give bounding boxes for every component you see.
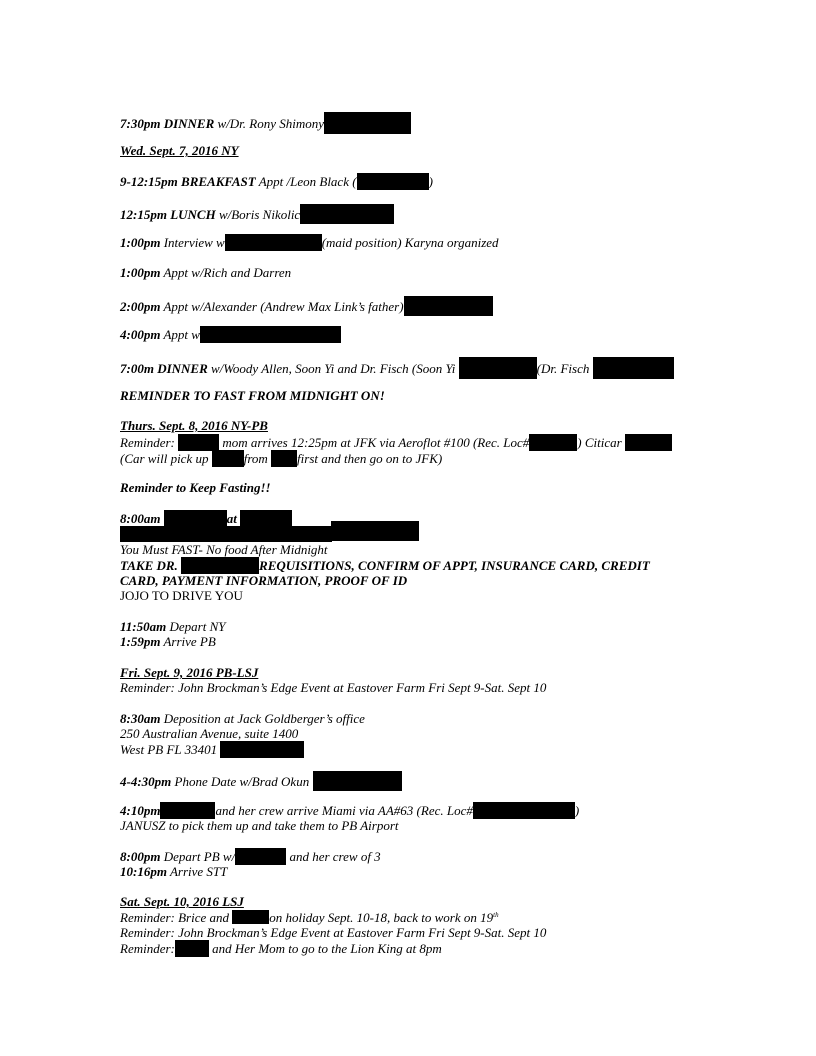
reminder-edge-event: Reminder: John Brockman’s Edge Event at Eastover Farm Fri Sept 9-Sat. Sept 10	[120, 680, 547, 695]
entry-text: Interview w	[160, 235, 225, 250]
reminder-text: ) Citicar	[577, 435, 625, 450]
entry-lunch	[120, 204, 394, 224]
entry-appt-4pm	[120, 326, 341, 343]
entry-time: 8:00am	[120, 511, 164, 526]
entry-time: 1:59pm	[120, 634, 161, 649]
redaction	[357, 173, 429, 190]
entry-text: Depart NY	[166, 619, 226, 634]
redaction	[178, 434, 219, 451]
entry-text-after: )	[428, 174, 433, 189]
entry-deposition	[120, 711, 365, 726]
redaction	[220, 741, 304, 758]
reminder-text: and Her Mom to go to the Lion King at 8pm	[208, 941, 442, 956]
redaction	[313, 771, 402, 791]
entry-text: Depart PB w/	[160, 849, 236, 864]
instruction-text: TAKE DR.	[120, 558, 182, 573]
redaction	[240, 510, 292, 527]
redaction	[459, 357, 537, 379]
entry-phone-date	[120, 771, 402, 791]
address-line-2	[120, 741, 304, 758]
entry-text: and her crew arrive Miami via AA#63 (Rec. Loc#	[215, 803, 473, 818]
redaction	[271, 450, 297, 467]
entry-appt-alexander	[120, 296, 493, 316]
entry-depart-ny	[120, 619, 225, 634]
address-text: West PB FL 33401	[120, 742, 218, 757]
note-text: first and then go on to JFK)	[297, 451, 443, 466]
entry-text: Phone Date w/Brad Okun	[171, 774, 310, 789]
entry-arrive-stt	[120, 864, 227, 879]
entry-text: Arrive STT	[166, 864, 228, 879]
fast-reminder: REMINDER TO FAST FROM MIDNIGHT ON!	[120, 388, 385, 403]
entry-text: Appt /Leon Black (	[255, 174, 357, 189]
redaction	[225, 234, 322, 251]
entry-arrive-pb	[120, 634, 216, 649]
redaction	[164, 510, 227, 527]
fast-instruction: You Must FAST- No food After Midnight	[120, 542, 328, 557]
redaction	[235, 848, 286, 865]
entry-text: Appt w	[160, 327, 200, 342]
take-dr-instruction	[120, 557, 650, 574]
reminder-edge-event-sat: Reminder: John Brockman’s Edge Event at Eastover Farm Fri Sept 9-Sat. Sept 10	[120, 925, 547, 940]
redaction	[160, 802, 215, 819]
redaction	[404, 296, 493, 316]
entry-time: 8:30am	[120, 711, 161, 726]
note-text: (Car will pick up	[120, 451, 212, 466]
take-dr-instruction-cont: CARD, PAYMENT INFORMATION, PROOF OF ID	[120, 573, 408, 588]
entry-text: at	[226, 511, 241, 526]
entry-text: w/Woody Allen, Soon Yi and Dr. Fisch (Soon Yi	[207, 361, 459, 376]
entry-time: 4:10pm	[120, 803, 161, 818]
entry-time: 2:00pm	[120, 299, 161, 314]
entry-text: Arrive PB	[160, 634, 216, 649]
date-heading-sat: Sat. Sept. 10, 2016 LSJ	[120, 894, 244, 909]
entry-dinner-allen	[120, 357, 674, 379]
entry-8am-appt	[120, 510, 292, 527]
redaction	[120, 526, 332, 542]
reminder-holiday	[120, 910, 499, 925]
entry-text: w/Boris Nikolic	[215, 207, 301, 222]
entry-time: 7:30pm DINNER	[120, 116, 215, 131]
entry-time: 11:50am	[120, 619, 167, 634]
entry-text: Deposition at Jack Goldberger’s office	[160, 711, 365, 726]
entry-time: 1:00pm	[120, 235, 161, 250]
reminder-text: on holiday Sept. 10-18, back to work on 19	[269, 910, 494, 925]
reminder-mom-arrival	[120, 434, 672, 451]
date-heading-wed: Wed. Sept. 7, 2016 NY	[120, 143, 239, 158]
entry-time: 8:00pm	[120, 849, 161, 864]
redaction	[232, 910, 269, 924]
redaction	[175, 940, 209, 957]
redaction	[593, 357, 674, 379]
entry-text-middle: (Dr. Fisch	[536, 361, 593, 376]
entry-time: 9-12:15pm BREAKFAST	[120, 174, 256, 189]
entry-time: 1:00pm	[120, 265, 161, 280]
entry-breakfast	[120, 173, 433, 190]
date-heading-fri: Fri. Sept. 9, 2016 PB-LSJ	[120, 665, 259, 680]
redaction	[331, 521, 419, 541]
redaction	[625, 434, 672, 451]
entry-text: Appt w/Alexander (Andrew Max Link’s father)	[160, 299, 404, 314]
note-text: from	[243, 451, 272, 466]
entry-text-after: )	[574, 803, 580, 818]
car-pickup-note	[120, 450, 442, 467]
entry-interview	[120, 234, 499, 251]
entry-text: w/Dr. Rony Shimony	[214, 116, 325, 131]
keep-fasting-reminder: Reminder to Keep Fasting!!	[120, 480, 271, 495]
entry-time: 4-4:30pm	[120, 774, 172, 789]
redaction	[212, 450, 244, 467]
entry-depart-pb	[120, 848, 381, 865]
entry-time: 4:00pm	[120, 327, 161, 342]
redaction	[324, 112, 411, 134]
date-heading-thurs: Thurs. Sept. 8, 2016 NY-PB	[120, 418, 268, 433]
address-line-1: 250 Australian Avenue, suite 1400	[120, 726, 299, 741]
entry-appt-rich	[120, 265, 291, 280]
entry-text-after: (maid position) Karyna organized	[321, 235, 499, 250]
entry-time: 7:00m DINNER	[120, 361, 208, 376]
entry-time: 12:15pm LUNCH	[120, 207, 216, 222]
reminder-text: Reminder:	[120, 941, 175, 956]
entry-crew-arrive	[120, 802, 579, 819]
pickup-note: JANUSZ to pick them up and take them to PB Airport	[120, 818, 399, 833]
redaction	[300, 204, 394, 224]
driver-note: JOJO TO DRIVE YOU	[120, 588, 243, 603]
entry-text: Appt w/Rich and Darren	[160, 265, 292, 280]
ordinal-suffix: th	[493, 911, 499, 919]
redaction	[529, 434, 577, 451]
reminder-lion-king	[120, 940, 442, 957]
redaction	[473, 802, 575, 819]
redaction	[200, 326, 341, 343]
reminder-text: Reminder:	[120, 435, 179, 450]
redaction	[181, 557, 259, 574]
entry-text-after: and her crew of 3	[286, 849, 381, 864]
instruction-text: REQUISITIONS, CONFIRM OF APPT, INSURANCE CARD, CREDIT	[259, 558, 650, 573]
entry-dinner-shimony	[120, 112, 411, 134]
entry-time: 10:16pm	[120, 864, 167, 879]
reminder-text: Reminder: Brice and	[120, 910, 233, 925]
reminder-text: mom arrives 12:25pm at JFK via Aeroflot #100 (Rec. Loc#	[219, 435, 530, 450]
